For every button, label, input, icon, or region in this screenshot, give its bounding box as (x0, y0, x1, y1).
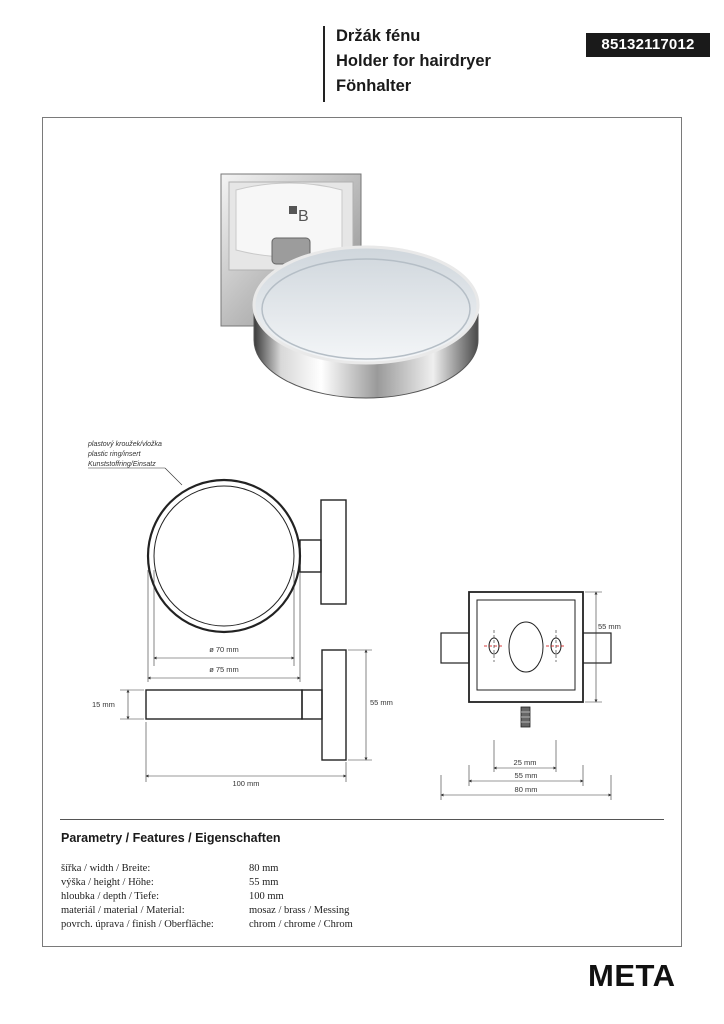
top-view (148, 480, 346, 632)
ring-note-cs: plastový kroužek/vložka (88, 441, 162, 448)
ring-note-en: plastic ring/insert (88, 451, 141, 458)
spec-row-depth (61, 890, 621, 904)
brand-name: META (588, 958, 676, 993)
product-code-badge: 85132117012 (586, 33, 710, 57)
spec-label: materiál / material / Material: (61, 905, 185, 916)
dim-inner-diameter: ø 70 mm (209, 645, 239, 654)
spec-value: chrom / chrome / Chrom (249, 919, 353, 930)
dim-outer-diameter: ø 75 mm (209, 665, 239, 674)
side-view-dims (120, 650, 372, 782)
spec-label: výška / height / Höhe: (61, 877, 154, 888)
product-photo (221, 174, 478, 398)
spec-value: 80 mm (249, 863, 279, 874)
side-view (146, 650, 346, 760)
spec-row-finish (61, 918, 621, 932)
title-en: Holder for hairdryer (336, 52, 491, 70)
title-cs: Držák fénu (336, 27, 421, 45)
dim-hole-spacing: 25 mm (513, 758, 537, 767)
spec-row-width (61, 862, 621, 876)
spec-row-material (61, 904, 621, 918)
features-divider (60, 819, 664, 820)
back-plate-view (441, 592, 611, 702)
spec-value: 100 mm (249, 891, 284, 902)
spec-label: povrch. úprava / finish / Oberfläche: (61, 919, 214, 930)
ring-insert-note (87, 441, 182, 485)
dim-side-height: 15 mm (92, 700, 115, 709)
spec-label: hloubka / depth / Tiefe: (61, 891, 159, 902)
svg-text:B: B (298, 208, 309, 225)
dim-height-right: 55 mm (370, 698, 393, 707)
dim-plate-height: 55 mm (598, 622, 621, 631)
features-title: Parametry / Features / Eigenschaften (61, 831, 281, 845)
spec-value: 55 mm (249, 877, 279, 888)
ring-note-de: Kunststoffring/Einsatz (88, 461, 156, 468)
dim-inner-width: 55 mm (514, 771, 538, 780)
set-screw-icon (521, 707, 530, 727)
spec-label: šířka / width / Breite: (61, 863, 151, 874)
spec-row-height (61, 876, 621, 890)
dim-depth: 100 mm (232, 779, 260, 788)
dim-outer-width: 80 mm (514, 785, 538, 794)
spec-value: mosaz / brass / Messing (249, 905, 350, 916)
title-de: Fönhalter (336, 77, 412, 95)
